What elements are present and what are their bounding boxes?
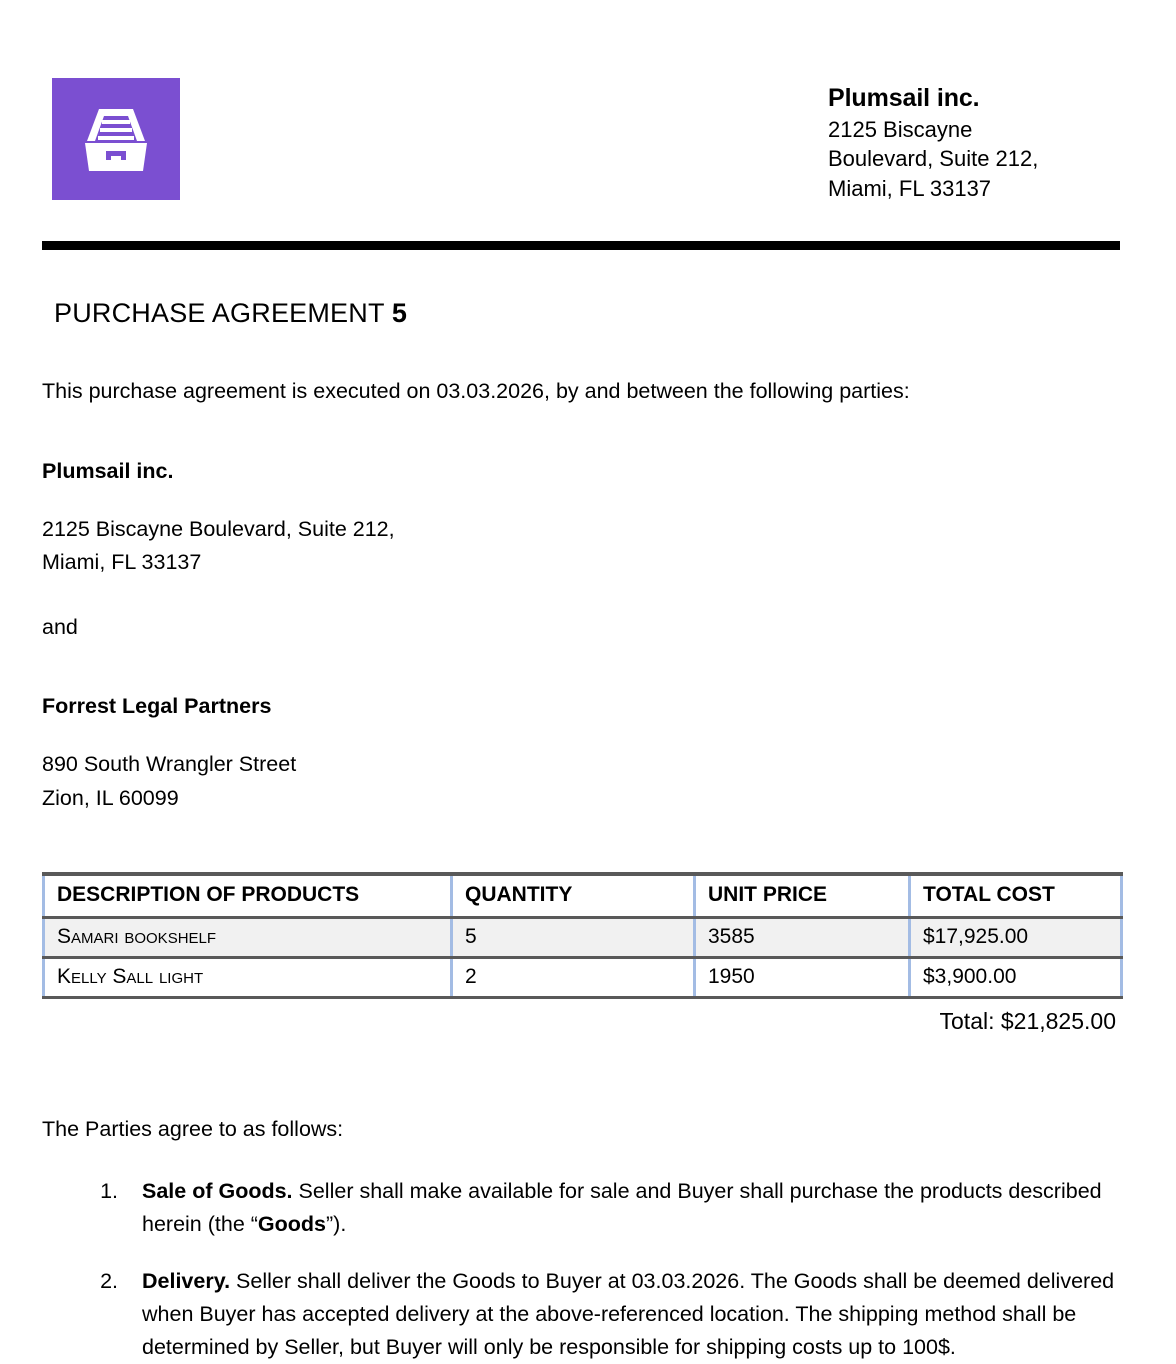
clause-body-part-1: Seller shall deliver the Goods to Buyer at 03.03.2026. The Goods shall be deemed delivered when Buyer has accepted delivery at the above-referenced location. The shipping method shall be determined by Seller, but Buyer will only be responsible for shipping costs up to 100$. — [142, 1269, 1115, 1360]
table-row — [44, 957, 1122, 997]
clause-body-part-1: Seller shall make available for sale and Buyer shall purchase the products described herein (the “ — [142, 1178, 1102, 1236]
seller-address-line-1: 2125 Biscayne Boulevard, Suite 212, — [42, 516, 395, 541]
grand-total: Total: $21,825.00 — [939, 1007, 1116, 1034]
cell-description: Samari bookshelf — [44, 917, 452, 957]
cell-total-cost: $17,925.00 — [910, 917, 1122, 957]
column-header-description: DESCRIPTION OF PRODUCTS — [44, 874, 452, 918]
clause-body-part-2: ”). — [326, 1211, 347, 1236]
company-info — [828, 82, 1086, 203]
column-header-total-cost: TOTAL COST — [910, 874, 1122, 918]
clause-heading: Sale of Goods. — [142, 1178, 293, 1203]
parties-section — [42, 455, 1120, 816]
list-item — [124, 1175, 1120, 1241]
cell-quantity: 5 — [452, 917, 695, 957]
company-address-line-1: 2125 Biscayne — [828, 117, 973, 142]
seller-name: Plumsail inc. — [42, 458, 174, 483]
clause-body-emphasis: Goods — [257, 1211, 327, 1236]
agreement-lead-in: The Parties agree to as follows: — [42, 1116, 344, 1141]
cell-total-cost: $3,900.00 — [910, 957, 1122, 997]
cell-unit-price: 3585 — [695, 917, 910, 957]
parties-conjunction: and — [42, 614, 78, 639]
buyer-address-line-2: Zion, IL 60099 — [42, 786, 179, 810]
seller-address — [42, 513, 1120, 580]
company-address-line-3: Miami, FL 33137 — [828, 175, 992, 201]
page-title — [54, 298, 1120, 329]
buyer-address-line-1: 890 South Wrangler Street — [42, 752, 297, 777]
letterhead — [0, 0, 1176, 203]
company-logo — [52, 78, 180, 200]
products-table — [42, 872, 1123, 999]
document-body — [0, 298, 1176, 1364]
company-name: Plumsail inc. — [828, 84, 980, 112]
list-item — [124, 1265, 1120, 1364]
agreement-clause-list — [42, 1175, 1120, 1364]
page-title-text: PURCHASE AGREEMENT — [54, 298, 392, 329]
letterhead-divider — [42, 241, 1120, 250]
buyer-name: Forrest Legal Partners — [42, 694, 272, 719]
company-address-line-2: Boulevard, Suite 212, — [828, 146, 1039, 172]
column-header-quantity: QUANTITY — [452, 874, 695, 918]
table-header-row — [44, 874, 1122, 918]
clause-heading: Delivery. — [142, 1269, 231, 1293]
intro-paragraph: This purchase agreement is executed on 03.03.2026, by and between the following parties: — [42, 379, 910, 404]
table-row — [44, 917, 1122, 957]
file-tray-icon — [77, 103, 155, 175]
products-table-section — [42, 872, 1120, 1035]
column-header-unit-price: UNIT PRICE — [695, 874, 910, 918]
buyer-address — [42, 748, 1120, 815]
cell-quantity: 2 — [452, 957, 695, 997]
cell-unit-price: 1950 — [695, 957, 910, 997]
page-title-number: 5 — [391, 298, 408, 329]
cell-description: Kelly Sall light — [44, 957, 452, 997]
seller-address-line-2: Miami, FL 33137 — [42, 550, 202, 575]
